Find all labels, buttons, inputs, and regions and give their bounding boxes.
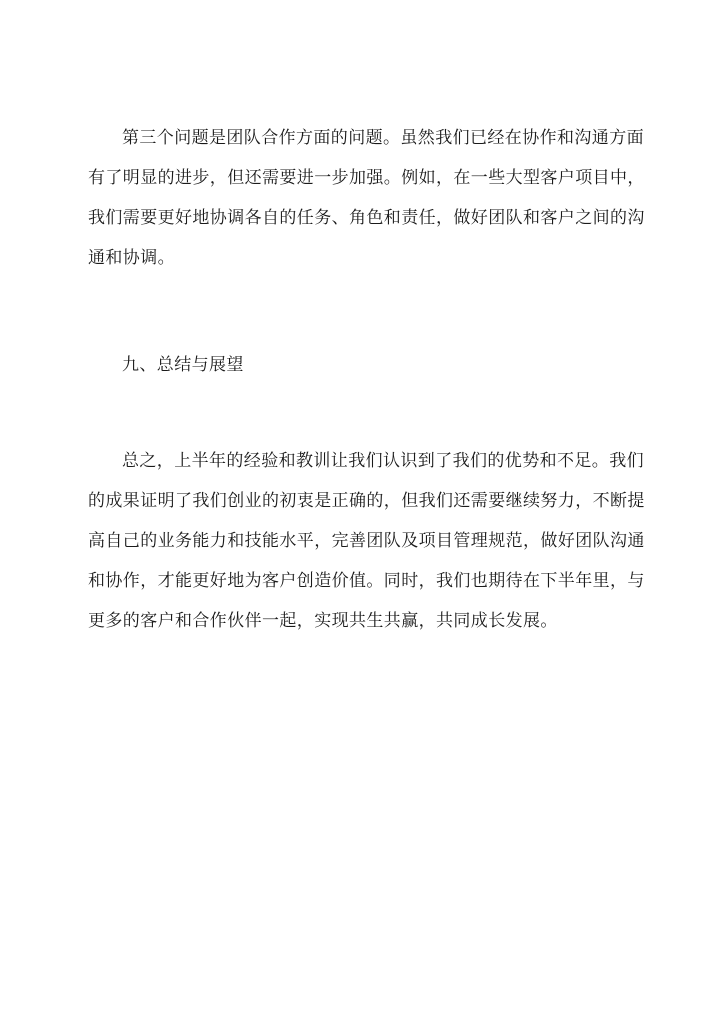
text-line: 的成果证明了我们创业的初衷是正确的，但我们还需要继续努力，不断提 bbox=[88, 491, 645, 511]
text-line: 总之，上半年的经验和教训让我们认识到了我们的优势和不足。我们 bbox=[122, 451, 644, 471]
text-line: 更多的客户和合作伙伴一起，实现共生共赢，共同成长发展。 bbox=[88, 611, 558, 631]
section-heading-text: 九、总结与展望 bbox=[122, 355, 244, 375]
text-line: 有了明显的进步，但还需要进一步加强。例如，在一些大型客户项目中， bbox=[88, 168, 645, 188]
text-line: 我们需要更好地协调各自的任务、角色和责任，做好团队和客户之间的沟 bbox=[88, 208, 645, 228]
text-line: 和协作，才能更好地为客户创造价值。同时，我们也期待在下半年里，与 bbox=[88, 571, 645, 591]
text-line: 通和协调。 bbox=[88, 248, 175, 268]
text-line: 第三个问题是团队合作方面的问题。虽然我们已经在协作和沟通方面 bbox=[122, 128, 644, 148]
section-heading bbox=[88, 345, 634, 385]
text-line: 高自己的业务能力和技能水平，完善团队及项目管理规范，做好团队沟通 bbox=[88, 531, 645, 551]
paragraph-summary-outlook bbox=[88, 441, 645, 641]
paragraph-team-collaboration-issue bbox=[88, 118, 645, 278]
